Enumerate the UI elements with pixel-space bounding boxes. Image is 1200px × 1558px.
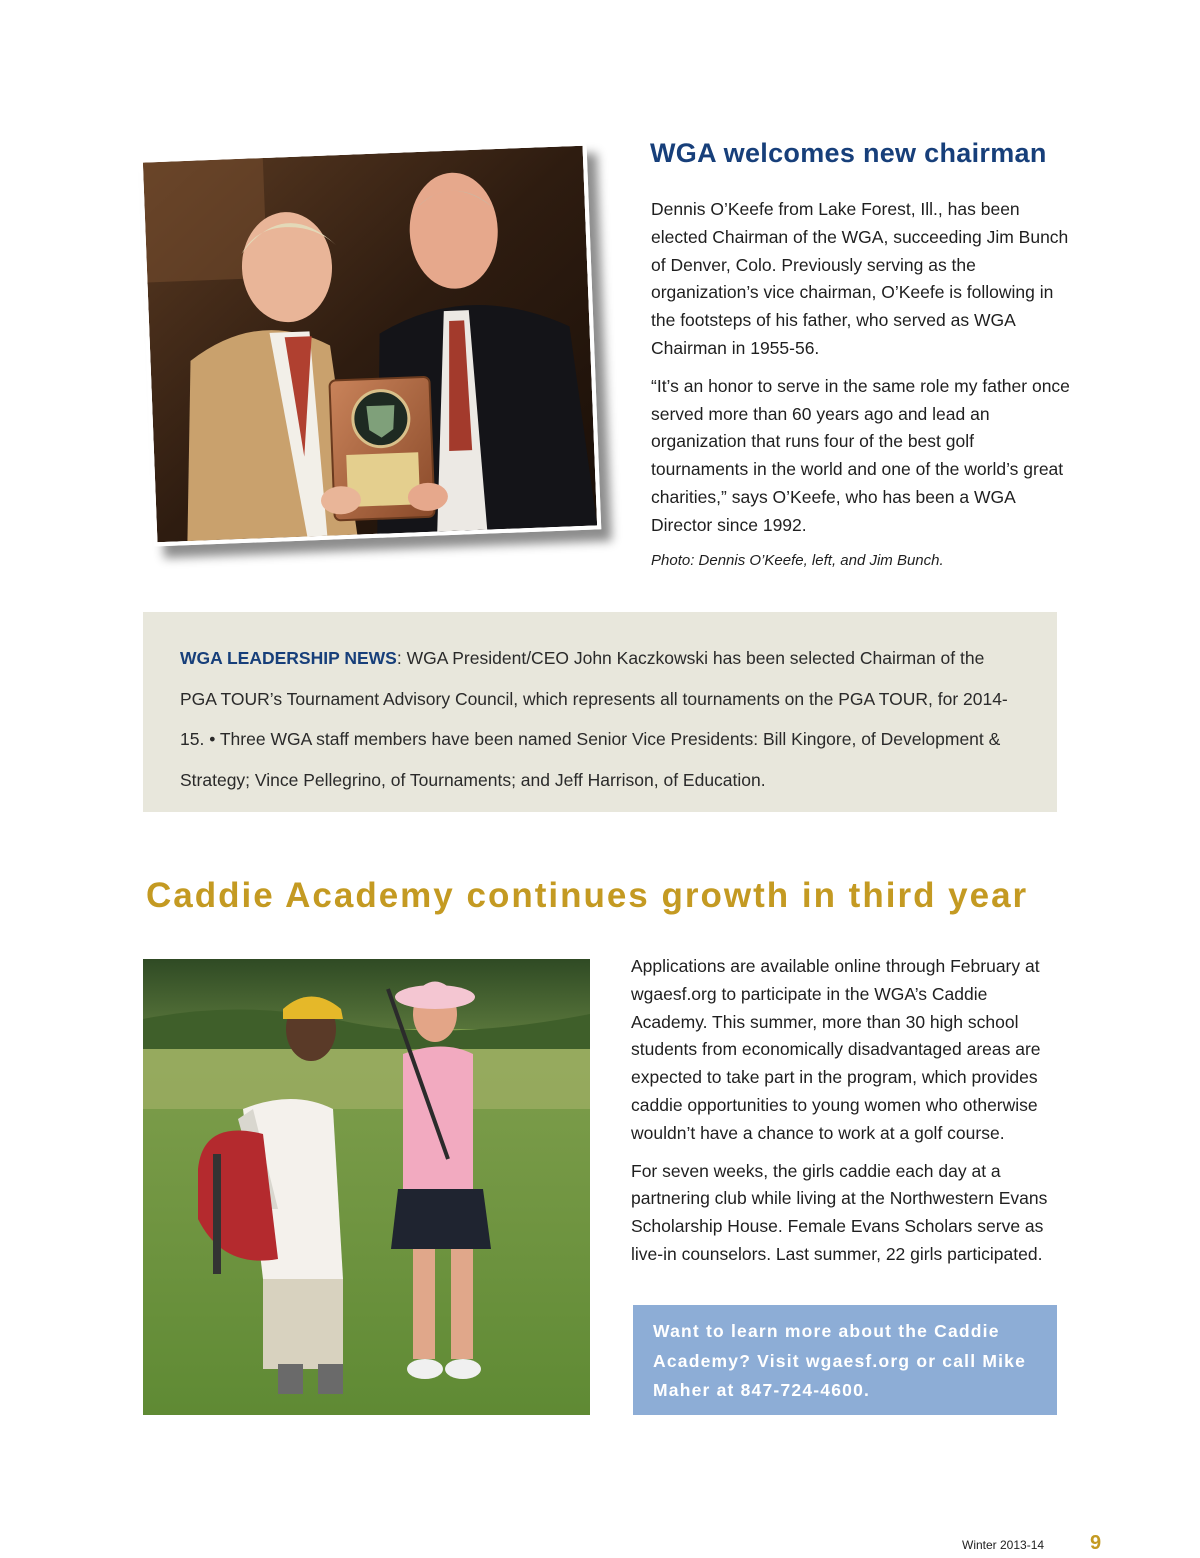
article-title-new-chairman: WGA welcomes new chairman [650, 138, 1047, 168]
page-number: 9 [1090, 1532, 1102, 1554]
cta-text: Want to learn more about the Caddie Academy? Visit wgaesf.org or call Mike Maher at 847-724-4600. [653, 1321, 1027, 1400]
chairman-photo-illustration [143, 146, 597, 543]
article-paragraph: “It’s an honor to serve in the same role my father once served more than 60 years ago and lead an organization that runs four of the best golf tournaments in the world and one of the world’s great charities,” says O’Keefe, who has been a WGA Director since 1992. [651, 375, 1070, 535]
caddie-academy-photo-illustration [143, 959, 590, 1415]
leadership-news-label: WGA LEADERSHIP NEWS [180, 648, 397, 668]
article-body-caddie-academy [631, 953, 1051, 1279]
article-paragraph: Applications are available online through February at wgaesf.org to participate in the WGA’s Caddie Academy. This summer, more than 30 high school students from economically disadvantaged areas are expected to take part in the program, which provides caddie opportunities to young women who otherwise wouldn’t have a chance to work at a golf course. [631, 956, 1041, 1143]
caddie-academy-cta-box [633, 1305, 1057, 1415]
leadership-news-box [143, 612, 1057, 812]
photo-caption: Photo: Dennis O’Keefe, left, and Jim Bunch. [651, 551, 944, 569]
leadership-news-text [180, 638, 1017, 800]
leadership-news-body: WGA President/CEO John Kaczkowski has been selected Chairman of the PGA TOUR’s Tournament Advisory Council, which represents all tournaments on the PGA TOUR, for 2014-15. • Three WGA staff members have been named Senior Vice Presidents: Bill Kingore, of Development & Strategy; Vince Pellegrino, of Tournaments; and Jeff Harrison, of Education. [180, 648, 1008, 790]
chairman-photo [139, 142, 602, 547]
article-body-new-chairman [651, 196, 1071, 582]
footer-issue-label: Winter 2013-14 [962, 1538, 1045, 1552]
leadership-separator: : [396, 648, 407, 668]
article-title-caddie-academy: Caddie Academy continues growth in third year [146, 876, 1029, 915]
caddie-academy-photo [143, 959, 590, 1415]
article-paragraph: For seven weeks, the girls caddie each day at a partnering club while living at the Northwestern Evans Scholarship House. Female Evans Scholars serve as live-in counselors. Last summer, 22 girls participated. [631, 1160, 1048, 1264]
article-paragraph: Dennis O’Keefe from Lake Forest, Ill., has been elected Chairman of the WGA, succeeding Jim Bunch of Denver, Colo. Previously serving as the organization’s vice chairman, O’Keefe is following in the footsteps of his father, who served as WGA Chairman in 1955-56. [651, 199, 1069, 358]
